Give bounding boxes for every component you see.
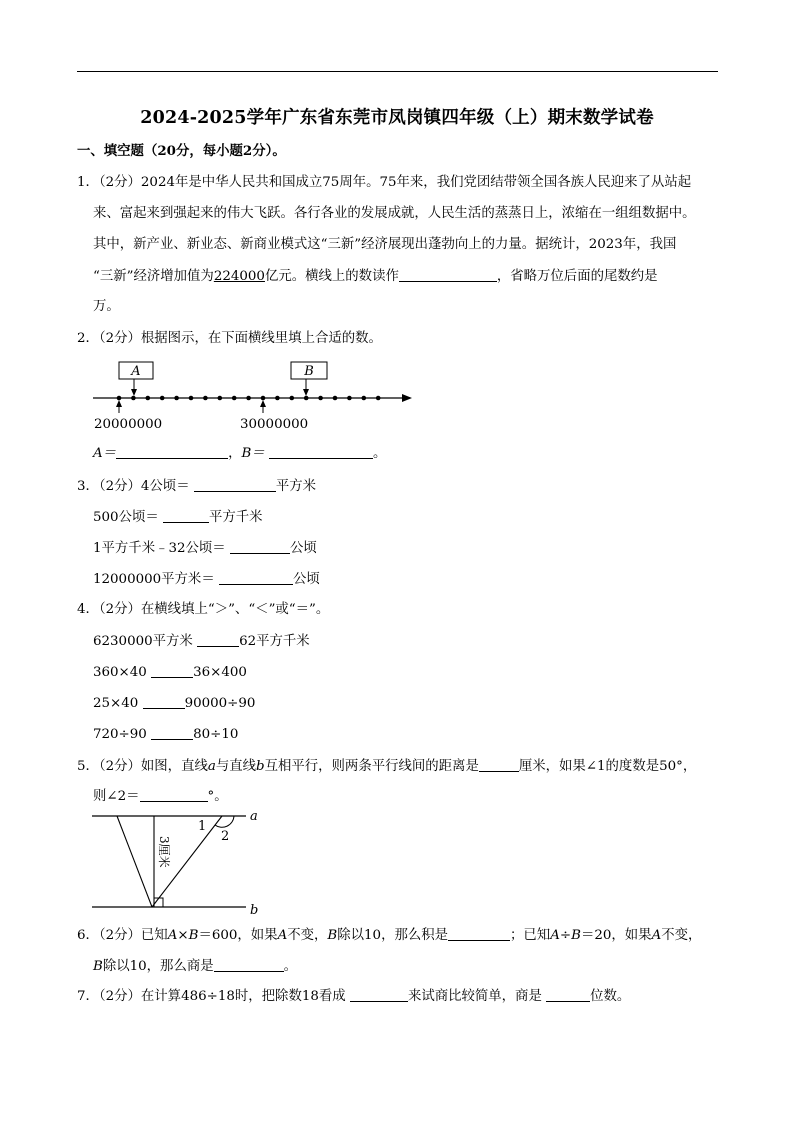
number-line-dot [117, 396, 122, 401]
page-title: 2024-2025学年广东省东莞市凤岗镇四年级（上）期末数学试卷 [140, 108, 654, 128]
q2-stem: 2．（2分）根据图示，在下面横线里填上合适的数。 [77, 331, 382, 346]
q1-line3: 其中，新产业、新业态、新商业模式这“三新”经济展现出蓬勃向上的力量。据统计，2023年，我国 [93, 237, 677, 252]
number-line-dot [160, 396, 165, 401]
arrow-head-icon [402, 394, 412, 402]
label-b: b [250, 903, 259, 918]
number-line-dot [146, 396, 151, 401]
number-line-dot [362, 396, 367, 401]
arrow-up-icon [260, 400, 266, 407]
number-line-dot [189, 396, 194, 401]
q6-line2: B除以10，那么商是 。 [93, 959, 298, 974]
number-line-dot [275, 396, 280, 401]
section-heading: 一、填空题（20分，每小题2分）。 [77, 143, 286, 159]
arrow-down-icon [303, 389, 309, 396]
label-a: a [250, 809, 258, 824]
compare-blank[interactable] [151, 663, 193, 678]
q6-line1: 6．（2分）已知A×B＝600，如果A不变，B除以10，那么积是 ；已知A÷B＝20，如果A不变， [77, 928, 702, 943]
number-line-dot [376, 396, 381, 401]
tick-label-right: 30000000 [240, 417, 309, 432]
q1-line4: “三新”经济增加值为224000亿元。横线上的数读作 ，省略万位后面的尾数约是 [93, 269, 658, 284]
q1-line2: 来、富起来到强起来的伟大飞跃。各行各业的发展成就，人民生活的蒸蒸日上，浓缩在一组组数据中。 [93, 206, 696, 221]
box-b-label: B [304, 364, 314, 379]
q2-answer-line: A＝ ，B＝ 。 [93, 446, 387, 461]
angle-2-label: 2 [221, 829, 230, 844]
q3-line3: 1平方千米﹣32公顷＝ 公顷 [93, 541, 317, 556]
answer-blank[interactable] [230, 539, 290, 554]
number-line-dot [290, 396, 295, 401]
box-a-label: A [131, 364, 141, 379]
answer-blank[interactable] [194, 477, 276, 492]
number-line-dot [232, 396, 237, 401]
angle-1-label: 1 [198, 819, 207, 834]
q7-line: 7．（2分）在计算486÷18时，把除数18看成 来试商比较简单，商是 位数。 [77, 989, 631, 1004]
answer-blank-a[interactable] [116, 444, 228, 459]
distance-label: 3厘米 [157, 836, 171, 868]
answer-blank-digits[interactable] [546, 987, 590, 1002]
answer-blank[interactable] [214, 957, 284, 972]
q4-row: 25×40 90000÷90 [93, 696, 256, 711]
q1-line1: 1．（2分）2024年是中华人民共和国成立75周年。75年来，我们党团结带领全国各族人民迎来了从站起 [77, 175, 692, 190]
answer-blank[interactable] [479, 757, 519, 772]
tick-label-left: 20000000 [94, 417, 163, 432]
q5-line2: 则∠2＝ °。 [93, 789, 228, 804]
answer-blank[interactable] [448, 926, 510, 941]
q4-row: 360×40 36×400 [93, 665, 247, 680]
answer-blank-reading[interactable] [399, 267, 497, 282]
q3-line2: 500公顷＝ 平方千米 [93, 510, 263, 525]
segment-left [117, 816, 152, 907]
q3-line4: 12000000平方米＝ 公顷 [93, 572, 320, 587]
number-line-dot [261, 396, 266, 401]
q4-stem: 4．（2分）在横线填上“＞”、“＜”或“＝”。 [77, 602, 330, 617]
number-line-dot [218, 396, 223, 401]
compare-blank[interactable] [143, 694, 185, 709]
q1-line5: 万。 [93, 299, 120, 314]
arrow-up-icon [116, 400, 122, 407]
arrow-down-icon [131, 389, 137, 396]
answer-blank[interactable] [219, 570, 293, 585]
answer-blank-b[interactable] [269, 444, 373, 459]
compare-blank[interactable] [197, 632, 239, 647]
q4-row: 720÷90 80÷10 [93, 727, 239, 742]
answer-blank-divisor[interactable] [350, 987, 408, 1002]
number-line-dot [131, 396, 136, 401]
header-rule [77, 71, 718, 72]
number-line-dot [333, 396, 338, 401]
number-line-dot [174, 396, 179, 401]
answer-blank[interactable] [163, 508, 209, 523]
number-line-dot [246, 396, 251, 401]
number-line-dot [304, 396, 309, 401]
answer-blank[interactable] [140, 787, 208, 802]
q3-line1: 3．（2分）4公顷＝ 平方米 [77, 479, 317, 494]
parallel-lines-figure [88, 806, 278, 918]
q5-line1: 5．（2分）如图，直线a与直线b互相平行，则两条平行线间的距离是 厘米，如果∠1的度数是50°， [77, 759, 697, 774]
underlined-number: 224000 [213, 269, 265, 284]
number-line-dot [318, 396, 323, 401]
compare-blank[interactable] [151, 725, 193, 740]
number-line-dot [347, 396, 352, 401]
q4-row: 6230000平方米 62平方千米 [93, 634, 310, 649]
number-line-dot [203, 396, 208, 401]
